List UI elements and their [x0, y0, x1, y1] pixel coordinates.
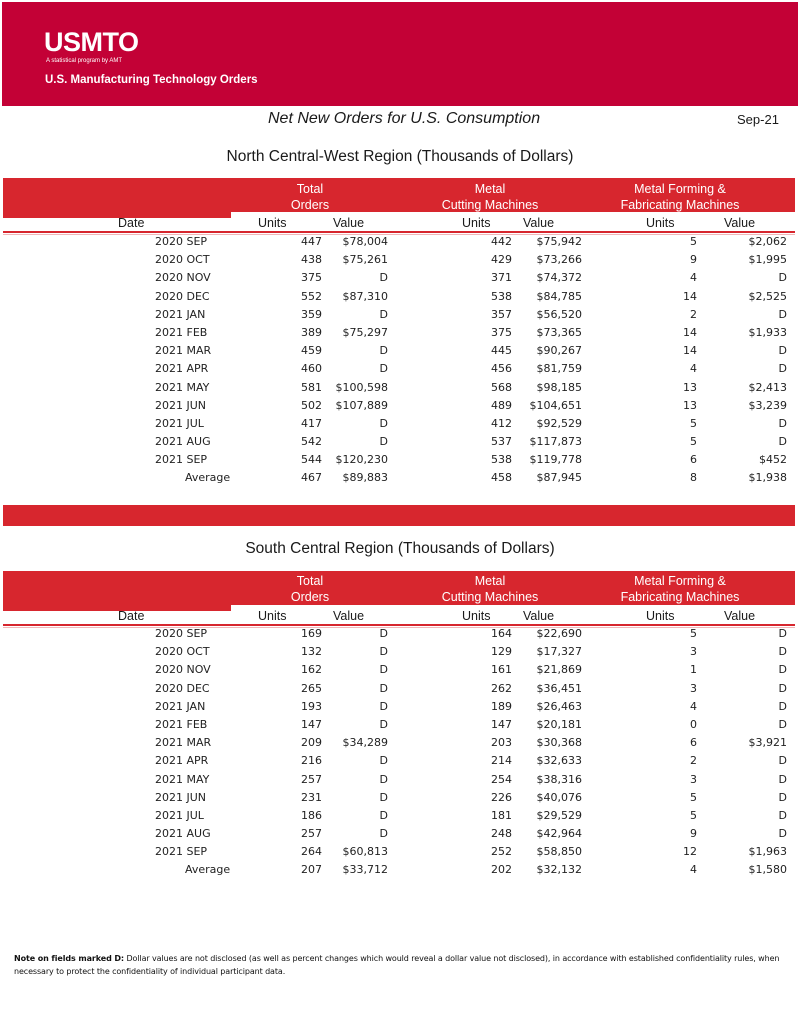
- cell-total-value: D: [379, 344, 388, 358]
- cell-mf-units: 6: [690, 453, 697, 467]
- cell-mc-units: 445: [491, 344, 512, 358]
- col-mc-value: Value: [523, 216, 555, 230]
- cell-total-value: $100,598: [335, 380, 388, 394]
- cell-mc-value: $29,529: [536, 808, 582, 822]
- cell-mf-value: D: [778, 271, 787, 285]
- table-row: [0, 251, 800, 269]
- cell-mf-value: D: [778, 772, 787, 786]
- cell-mc-value: $119,778: [529, 453, 582, 467]
- cell-mf-units: 14: [683, 325, 697, 339]
- table-row: [0, 643, 800, 661]
- cell-total-units: 257: [301, 772, 322, 786]
- cell-total-value: $75,261: [342, 253, 388, 267]
- col-total-units: Units: [258, 609, 287, 623]
- cell-mf-units: 14: [683, 289, 697, 303]
- group-total-line2: Orders: [290, 590, 330, 604]
- cell-mf-units: 12: [683, 845, 697, 859]
- table-row: [0, 661, 800, 679]
- cell-total-value: D: [379, 627, 388, 640]
- cell-mf-value: D: [778, 681, 787, 695]
- cell-total-value: D: [379, 699, 388, 713]
- cell-mc-units: 568: [491, 380, 512, 394]
- cell-mc-units: 412: [491, 416, 512, 430]
- table-row: [0, 288, 800, 306]
- cell-date: 2020 OCT: [155, 645, 210, 659]
- cell-mf-units: 5: [690, 627, 697, 640]
- cell-mf-units: 9: [690, 253, 697, 267]
- cell-date: 2021 SEP: [155, 453, 208, 467]
- cell-mf-value: D: [778, 790, 787, 804]
- table-row: [0, 843, 800, 861]
- col-date: Date: [118, 216, 145, 230]
- cell-total-value: D: [379, 827, 388, 841]
- cell-total-value: D: [379, 307, 388, 321]
- col-mf-value: Value: [724, 216, 756, 230]
- cell-total-value: $120,230: [335, 453, 388, 467]
- cell-mc-units: 537: [491, 435, 512, 449]
- table-header-band-left: [3, 178, 231, 218]
- cell-date: 2021 MAR: [155, 344, 212, 358]
- cell-mf-units: 5: [690, 808, 697, 822]
- cell-total-value: D: [379, 271, 388, 285]
- cell-date: 2021 FEB: [155, 717, 208, 731]
- cell-mf-units: 9: [690, 827, 697, 841]
- cell-date: 2020 NOV: [155, 663, 211, 677]
- cell-date: 2021 MAR: [155, 736, 212, 750]
- cell-total-units: 438: [301, 253, 322, 267]
- cell-mf-units: 2: [690, 307, 697, 321]
- cell-mc-value: $22,690: [536, 627, 582, 640]
- cell-mc-value: $98,185: [536, 380, 582, 394]
- cell-total-units: 460: [301, 362, 322, 376]
- cell-mf-units: 13: [683, 380, 697, 394]
- cell-total-value: D: [379, 808, 388, 822]
- cell-mc-value: $117,873: [529, 435, 582, 449]
- cell-mf-value: $2,525: [748, 289, 787, 303]
- cell-date: 2021 JUN: [155, 790, 207, 804]
- cell-mc-value: $81,759: [536, 362, 582, 376]
- cell-mc-units: 202: [491, 863, 512, 877]
- cell-mf-value: $452: [759, 453, 787, 467]
- cell-total-value: D: [379, 681, 388, 695]
- cell-total-units: 169: [301, 627, 322, 640]
- cell-mf-units: 5: [690, 435, 697, 449]
- table-row: [0, 269, 800, 287]
- cell-mc-units: 189: [491, 699, 512, 713]
- cell-mf-value: $1,580: [748, 863, 787, 877]
- col-total-value: Value: [333, 216, 365, 230]
- cell-mf-value: $2,413: [748, 380, 787, 394]
- group-total-line1: Total: [296, 182, 324, 196]
- cell-total-value: D: [379, 645, 388, 659]
- cell-total-units: 132: [301, 645, 322, 659]
- cell-mc-units: 489: [491, 398, 512, 412]
- cell-mf-value: $1,995: [748, 253, 787, 267]
- cell-mc-value: $36,451: [536, 681, 582, 695]
- cell-mc-value: $58,850: [536, 845, 582, 859]
- cell-total-units: 447: [301, 235, 322, 248]
- cell-mf-units: 4: [690, 863, 697, 877]
- cell-mc-units: 254: [491, 772, 512, 786]
- table-body-south-central: [0, 625, 800, 880]
- table-row: [0, 451, 800, 469]
- cell-mf-units: 8: [690, 471, 697, 485]
- cell-date: 2020 OCT: [155, 253, 210, 267]
- cell-date: 2021 JAN: [155, 307, 206, 321]
- cell-mf-value: $1,938: [748, 471, 787, 485]
- cell-total-value: D: [379, 772, 388, 786]
- cell-total-units: 544: [301, 453, 322, 467]
- group-total-line1: Total: [296, 574, 324, 588]
- cell-mc-units: 538: [491, 289, 512, 303]
- cell-mc-units: 371: [491, 271, 512, 285]
- report-date: Sep-21: [737, 112, 779, 127]
- cell-mc-value: $42,964: [536, 827, 582, 841]
- cell-total-units: 467: [301, 471, 322, 485]
- cell-mf-value: D: [778, 754, 787, 768]
- group-metal-forming-line1: Metal Forming &: [634, 574, 726, 588]
- cell-mc-units: 248: [491, 827, 512, 841]
- cell-mf-value: D: [778, 307, 787, 321]
- cell-mf-value: $1,933: [748, 325, 787, 339]
- cell-date: 2021 SEP: [155, 845, 208, 859]
- table-row: [0, 680, 800, 698]
- cell-mc-units: 181: [491, 808, 512, 822]
- footnote: [14, 952, 784, 978]
- group-metal-cutting-line2: Cutting Machines: [441, 590, 539, 604]
- table-row: [0, 342, 800, 360]
- cell-date: 2021 JUL: [155, 416, 204, 430]
- cell-total-units: 209: [301, 736, 322, 750]
- cell-total-value: D: [379, 754, 388, 768]
- cell-mf-units: 2: [690, 754, 697, 768]
- cell-total-value: $107,889: [335, 398, 388, 412]
- report-title: Net New Orders for U.S. Consumption: [268, 110, 541, 127]
- usmto-logo: USMTO: [44, 27, 139, 57]
- cell-total-value: $34,289: [342, 736, 388, 750]
- cell-mc-units: 203: [491, 736, 512, 750]
- cell-total-units: 162: [301, 663, 322, 677]
- cell-mc-units: 458: [491, 471, 512, 485]
- cell-mc-units: 161: [491, 663, 512, 677]
- cell-mc-value: $32,633: [536, 754, 582, 768]
- group-metal-forming-line2: Fabricating Machines: [620, 198, 740, 212]
- cell-mc-units: 429: [491, 253, 512, 267]
- table-row: [0, 771, 800, 789]
- cell-mf-units: 5: [690, 416, 697, 430]
- table-row: [0, 825, 800, 843]
- cell-total-value: D: [379, 435, 388, 449]
- cell-total-units: 502: [301, 398, 322, 412]
- cell-total-units: 231: [301, 790, 322, 804]
- col-mc-units: Units: [462, 609, 491, 623]
- table-row: [0, 233, 800, 251]
- cell-date: 2020 DEC: [155, 681, 210, 695]
- table-row: [0, 379, 800, 397]
- table-row: [0, 433, 800, 451]
- region-title-south-central: South Central Region (Thousands of Dollars): [245, 540, 555, 557]
- cell-total-units: 264: [301, 845, 322, 859]
- cell-mc-units: 226: [491, 790, 512, 804]
- cell-total-units: 186: [301, 808, 322, 822]
- cell-mf-value: D: [778, 344, 787, 358]
- cell-mf-value: $2,062: [748, 235, 787, 248]
- cell-mf-units: 3: [690, 645, 697, 659]
- table-row: [0, 716, 800, 734]
- cell-mf-units: 1: [690, 663, 697, 677]
- cell-mc-units: 375: [491, 325, 512, 339]
- cell-mc-units: 147: [491, 717, 512, 731]
- cell-total-value: D: [379, 362, 388, 376]
- cell-date: 2020 SEP: [155, 627, 208, 640]
- col-total-value: Value: [333, 609, 365, 623]
- table-row: [0, 306, 800, 324]
- cell-date: 2021 JUN: [155, 398, 207, 412]
- cell-mf-units: 4: [690, 271, 697, 285]
- cell-mc-value: $17,327: [536, 645, 582, 659]
- cell-total-value: D: [379, 717, 388, 731]
- cell-mc-value: $104,651: [529, 398, 582, 412]
- cell-mc-value: $40,076: [536, 790, 582, 804]
- cell-mf-units: 0: [690, 717, 697, 731]
- cell-mf-value: D: [778, 663, 787, 677]
- section-separator: [3, 505, 795, 526]
- cell-mc-value: $30,368: [536, 736, 582, 750]
- cell-mc-value: $84,785: [536, 289, 582, 303]
- cell-total-value: $78,004: [342, 235, 388, 248]
- cell-mc-value: $20,181: [536, 717, 582, 731]
- table-row: [0, 397, 800, 415]
- table-row: [0, 807, 800, 825]
- average-row: [0, 469, 800, 487]
- col-mc-units: Units: [462, 216, 491, 230]
- logo-subtitle: A statistical program by AMT: [46, 58, 123, 64]
- cell-total-units: 359: [301, 307, 322, 321]
- table-row: [0, 698, 800, 716]
- cell-date: 2020 NOV: [155, 271, 211, 285]
- table-row: [0, 360, 800, 378]
- average-row: [0, 861, 800, 879]
- cell-mf-value: D: [778, 717, 787, 731]
- header-banner: [2, 2, 798, 106]
- cell-total-value: $89,883: [342, 471, 388, 485]
- table-row: [0, 324, 800, 342]
- cell-date: 2020 SEP: [155, 235, 208, 248]
- table-row: [0, 415, 800, 433]
- table-row: [0, 789, 800, 807]
- banner-title: U.S. Manufacturing Technology Orders: [45, 74, 258, 86]
- cell-date: Average: [185, 471, 231, 485]
- cell-mf-units: 13: [683, 398, 697, 412]
- cell-mc-value: $87,945: [536, 471, 582, 485]
- cell-mc-value: $26,463: [536, 699, 582, 713]
- cell-total-units: 581: [301, 380, 322, 394]
- cell-mc-units: 214: [491, 754, 512, 768]
- cell-total-units: 207: [301, 863, 322, 877]
- cell-total-value: D: [379, 790, 388, 804]
- cell-mc-value: $73,365: [536, 325, 582, 339]
- cell-mf-value: $1,963: [748, 845, 787, 859]
- cell-mf-units: 14: [683, 344, 697, 358]
- group-metal-forming-line1: Metal Forming &: [634, 182, 726, 196]
- cell-mf-value: $3,239: [748, 398, 787, 412]
- cell-mf-units: 3: [690, 772, 697, 786]
- cell-total-units: 193: [301, 699, 322, 713]
- cell-mc-units: 164: [491, 627, 512, 640]
- cell-mf-value: D: [778, 416, 787, 430]
- cell-mf-value: D: [778, 827, 787, 841]
- col-mf-units: Units: [646, 216, 675, 230]
- cell-date: 2021 APR: [155, 362, 209, 376]
- cell-total-units: 542: [301, 435, 322, 449]
- cell-total-value: $33,712: [342, 863, 388, 877]
- cell-date: 2020 DEC: [155, 289, 210, 303]
- cell-mf-value: D: [778, 699, 787, 713]
- group-metal-cutting-line2: Cutting Machines: [441, 198, 539, 212]
- cell-total-value: D: [379, 663, 388, 677]
- cell-mc-units: 129: [491, 645, 512, 659]
- cell-mf-units: 4: [690, 699, 697, 713]
- cell-mc-units: 357: [491, 307, 512, 321]
- cell-date: 2021 APR: [155, 754, 209, 768]
- cell-date: 2021 FEB: [155, 325, 208, 339]
- cell-mc-value: $75,942: [536, 235, 582, 248]
- region-title-north-central-west: North Central-West Region (Thousands of Dollars): [226, 148, 574, 165]
- cell-mc-value: $38,316: [536, 772, 582, 786]
- cell-total-units: 375: [301, 271, 322, 285]
- col-date: Date: [118, 609, 145, 623]
- group-metal-cutting-line1: Metal: [474, 182, 506, 196]
- cell-mc-value: $32,132: [536, 863, 582, 877]
- cell-total-units: 417: [301, 416, 322, 430]
- cell-mc-units: 252: [491, 845, 512, 859]
- cell-mc-units: 442: [491, 235, 512, 248]
- col-mf-value: Value: [724, 609, 756, 623]
- table-row: [0, 625, 800, 643]
- cell-total-units: 389: [301, 325, 322, 339]
- table-header-band-left: [3, 571, 231, 611]
- cell-mf-value: D: [778, 645, 787, 659]
- cell-mf-units: 6: [690, 736, 697, 750]
- cell-mf-units: 5: [690, 790, 697, 804]
- cell-mf-value: $3,921: [748, 736, 787, 750]
- table-row: [0, 734, 800, 752]
- cell-date: 2021 AUG: [155, 827, 211, 841]
- table-body-north-central-west: [0, 233, 800, 488]
- table-row: [0, 752, 800, 770]
- col-mc-value: Value: [523, 609, 555, 623]
- col-total-units: Units: [258, 216, 287, 230]
- cell-mc-value: $21,869: [536, 663, 582, 677]
- cell-total-units: 459: [301, 344, 322, 358]
- cell-mc-value: $73,266: [536, 253, 582, 267]
- cell-mf-units: 5: [690, 235, 697, 248]
- cell-total-value: $60,813: [342, 845, 388, 859]
- cell-mc-value: $56,520: [536, 307, 582, 321]
- cell-mf-value: D: [778, 808, 787, 822]
- cell-date: 2021 MAY: [155, 772, 210, 786]
- footnote-label: Note on fields marked D:: [14, 954, 125, 963]
- cell-date: 2021 AUG: [155, 435, 211, 449]
- col-mf-units: Units: [646, 609, 675, 623]
- cell-date: Average: [185, 863, 231, 877]
- cell-mf-value: D: [778, 435, 787, 449]
- cell-mc-units: 262: [491, 681, 512, 695]
- cell-mc-units: 538: [491, 453, 512, 467]
- cell-date: 2021 JUL: [155, 808, 204, 822]
- cell-date: 2021 JAN: [155, 699, 206, 713]
- cell-mc-value: $92,529: [536, 416, 582, 430]
- cell-date: 2021 MAY: [155, 380, 210, 394]
- group-metal-forming-line2: Fabricating Machines: [620, 590, 740, 604]
- footnote-text: Dollar values are not disclosed (as well as percent changes which would reveal a dollar value not disclosed), in accordance with established confidentiality rules, when necessary to protect the confidentiality of individual participant data.: [14, 954, 780, 976]
- cell-mf-units: 4: [690, 362, 697, 376]
- cell-total-value: D: [379, 416, 388, 430]
- cell-total-units: 552: [301, 289, 322, 303]
- cell-total-value: $75,297: [342, 325, 388, 339]
- cell-mc-units: 456: [491, 362, 512, 376]
- cell-mf-value: D: [778, 362, 787, 376]
- cell-mf-value: D: [778, 627, 787, 640]
- cell-mf-units: 3: [690, 681, 697, 695]
- cell-total-units: 257: [301, 827, 322, 841]
- cell-total-value: $87,310: [342, 289, 388, 303]
- group-total-line2: Orders: [290, 198, 330, 212]
- cell-total-units: 265: [301, 681, 322, 695]
- cell-mc-value: $74,372: [536, 271, 582, 285]
- cell-total-units: 216: [301, 754, 322, 768]
- cell-total-units: 147: [301, 717, 322, 731]
- group-metal-cutting-line1: Metal: [474, 574, 506, 588]
- cell-mc-value: $90,267: [536, 344, 582, 358]
